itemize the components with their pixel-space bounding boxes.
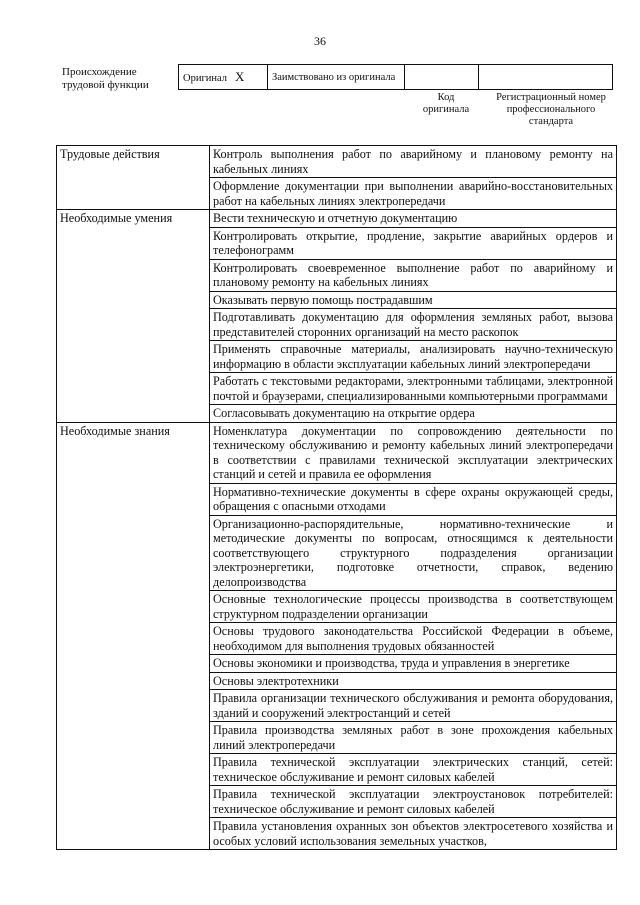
origin-borrowed-cell: Заимствовано из оригинала bbox=[268, 65, 405, 90]
section-item: Согласовывать документацию на открытие ордера bbox=[210, 405, 617, 423]
section-item: Правила технической эксплуатации электрических станций, сетей: техническое обслуживание и ремонт силовых кабелей bbox=[210, 754, 617, 786]
table-row bbox=[57, 422, 617, 483]
section-item: Основы трудового законодательства Российской Федерации в объеме, необходимом для выполнения трудовых обязанностей bbox=[210, 623, 617, 655]
code-caption-line1: Код bbox=[437, 92, 455, 103]
function-table bbox=[56, 145, 617, 850]
section-item: Номенклатура документации по сопровождению деятельности по техническому обслуживанию и ремонту кабельных линий электропередачи в соответствии с правилами технической эксплуатации электрических станций и сетей и правила ее оформления bbox=[210, 422, 617, 483]
reg-caption-line1: Регистрационный номер bbox=[496, 92, 606, 103]
origin-code-cell bbox=[405, 65, 479, 90]
table-row bbox=[57, 146, 617, 178]
section-item: Применять справочные материалы, анализировать научно-техническую информацию в области эксплуатации кабельных линий электропередачи bbox=[210, 341, 617, 373]
origin-original-mark: X bbox=[235, 69, 245, 84]
section-title: Необходимые знания bbox=[57, 422, 210, 850]
section-item: Вести техническую и отчетную документацию bbox=[210, 210, 617, 228]
section-item: Правила организации технического обслуживания и ремонта оборудования, зданий и сооружений электростанций и сетей bbox=[210, 690, 617, 722]
reg-caption-line2: профессионального bbox=[506, 104, 596, 115]
section-item: Основные технологические процессы производства в соответствующем структурном подразделении организации bbox=[210, 591, 617, 623]
origin-label bbox=[62, 66, 149, 92]
section-item: Контролировать открытие, продление, закрытие аварийных ордеров и телефонограмм bbox=[210, 227, 617, 259]
section-item: Работать с текстовыми редакторами, электронными таблицами, электронной почтой и браузерами, специализированными компьютерными программами bbox=[210, 373, 617, 405]
table-row bbox=[57, 210, 617, 228]
function-table-body bbox=[57, 146, 617, 850]
origin-original-label: Оригинал bbox=[183, 73, 227, 84]
section-item: Правила производства земляных работ в зоне прохождения кабельных линий электропередачи bbox=[210, 722, 617, 754]
section-item: Основы электротехники bbox=[210, 672, 617, 690]
section-item: Контроль выполнения работ по аварийному и плановому ремонту на кабельных линиях bbox=[210, 146, 617, 178]
section-item: Оказывать первую помощь пострадавшим bbox=[210, 291, 617, 309]
section-item: Правила технической эксплуатации электроустановок потребителей: техническое обслуживание и ремонт силовых кабелей bbox=[210, 786, 617, 818]
origin-label-line2: трудовой функции bbox=[62, 79, 149, 91]
code-caption bbox=[418, 92, 474, 116]
origin-original-cell bbox=[179, 65, 268, 90]
section-item: Правила установления охранных зон объектов электросетевого хозяйства и особых условий использования земельных участков, bbox=[210, 818, 617, 850]
reg-number-caption bbox=[486, 92, 616, 128]
section-item: Контролировать своевременное выполнение работ по аварийному и плановому ремонту на кабельных линиях bbox=[210, 259, 617, 291]
code-caption-line2: оригинала bbox=[422, 104, 470, 115]
section-item: Организационно-распорядительные, нормативно-технические и методические документы по вопросам, относящимся к деятельности соответствующего структурного подразделения организации электроэнергетики, подготовке отчетности, справок, ведению делопроизводства bbox=[210, 515, 617, 591]
section-item: Подготавливать документацию для оформления земляных работ, вызова представителей сторонних организаций на место раскопок bbox=[210, 309, 617, 341]
origin-table bbox=[178, 64, 613, 90]
section-item: Оформление документации при выполнении аварийно-восстановительных работ на кабельных линиях электропередачи bbox=[210, 178, 617, 210]
section-item: Основы экономики и производства, труда и управления в энергетике bbox=[210, 655, 617, 673]
section-item: Нормативно-технические документы в сфере охраны окружающей среды, обращения с опасными отходами bbox=[210, 483, 617, 515]
reg-caption-line3: стандарта bbox=[528, 116, 574, 127]
origin-label-line1: Происхождение bbox=[62, 66, 137, 78]
section-title: Трудовые действия bbox=[57, 146, 210, 210]
page-number: 36 bbox=[314, 34, 326, 48]
origin-reg-number-cell bbox=[479, 65, 613, 90]
section-title: Необходимые умения bbox=[57, 210, 210, 423]
